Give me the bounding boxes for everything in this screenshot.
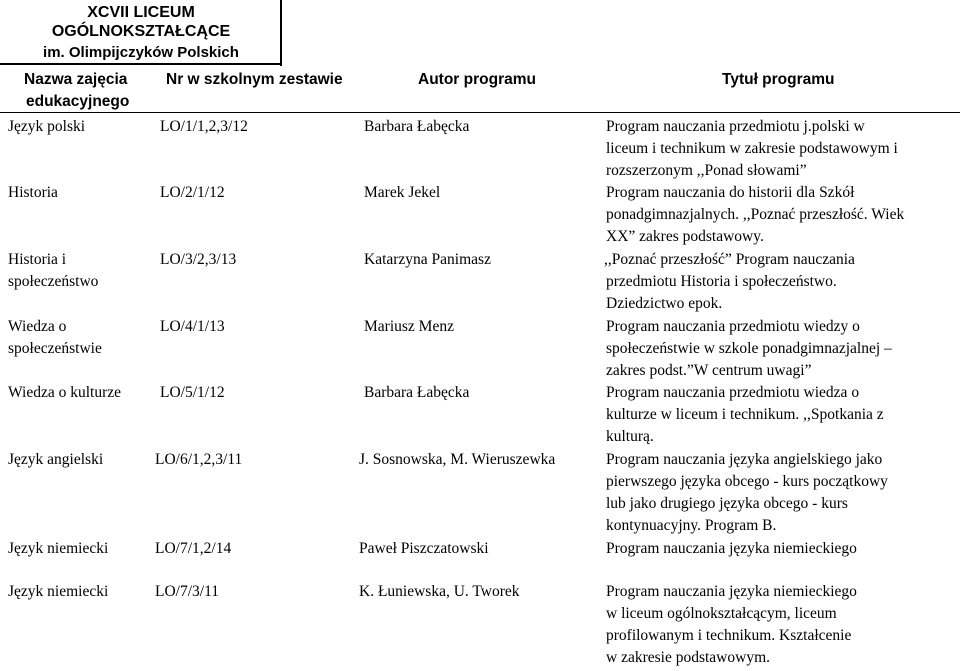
row-1-subject: Język polski [8,118,86,135]
header-subject-line2: edukacyjnego [26,93,130,110]
row-3-title-line2: przedmiotu Historia i społeczeństwo. [606,273,837,290]
row-7-author: Paweł Piszczatowski [359,540,489,557]
row-2-number: LO/2/1/12 [160,184,225,201]
header-author: Autor programu [418,71,536,88]
row-7-title-line1: Program nauczania języka niemieckiego [606,540,857,557]
row-4-number: LO/4/1/13 [160,318,225,335]
row-1-author: Barbara Łabęcka [364,118,470,135]
row-6-title-line3: lub jako drugiego języka obcego - kurs [606,495,848,512]
row-4-title-line2: społeczeństwie w szkole ponadgimnazjalnej – [606,340,892,357]
row-6-title-line1: Program nauczania języka angielskiego jako [606,451,883,468]
row-5-author: Barbara Łabęcka [364,384,470,401]
row-3-subject-line2: społeczeństwo [8,273,99,290]
row-1-title-line3: rozszerzonym ,,Ponad słowami” [606,162,807,179]
row-6-title-line2: pierwszego języka obcego - kurs początkowy [606,473,888,490]
row-4-title-line3: zakres podst.”W centrum uwagi” [606,362,812,379]
row-6-author: J. Sosnowska, M. Wieruszewka [359,451,556,468]
school-title-box [0,0,282,65]
row-2-title-line2: ponadgimnazjalnych. ,,Poznać przeszłość. Wiek [606,206,905,223]
school-name-line2: OGÓLNOKSZTAŁCĄCE [51,23,231,40]
row-2-title-line3: XX” zakres podstawowy. [606,228,764,245]
row-8-title-line2: w liceum ogólnokształcącym, liceum [606,605,837,622]
row-5-number: LO/5/1/12 [160,384,225,401]
row-8-number: LO/7/3/11 [155,583,220,600]
title-box-right-border [280,0,282,66]
row-8-title-line4: w zakresie podstawowym. [606,649,770,666]
row-7-subject: Język niemiecki [8,540,109,557]
row-8-author: K. Łuniewska, U. Tworek [359,583,520,600]
row-6-subject: Język angielski [8,451,104,468]
row-2-author: Marek Jekel [364,184,441,201]
school-name-line1: XCVII LICEUM [87,4,195,21]
header-divider [0,112,960,113]
header-subject-line1: Nazwa zajęcia [24,71,128,88]
row-4-author: Mariusz Menz [364,318,454,335]
row-4-subject-line2: społeczeństwie [8,340,102,357]
row-8-title-line3: profilowanym i technikum. Kształcenie [606,627,852,644]
row-5-title-line2: kulturze w liceum i technikum. ,,Spotkania z [606,406,884,423]
row-4-subject-line1: Wiedza o [8,318,67,335]
school-name-line3: im. Olimpijczyków Polskich [43,44,239,61]
row-1-title-line1: Program nauczania przedmiotu j.polski w [606,118,865,135]
row-4-title-line1: Program nauczania przedmiotu wiedzy o [606,318,860,335]
row-7-number: LO/7/1,2/14 [155,540,232,557]
row-3-title-line3: Dziedzictwo epok. [606,295,723,312]
row-1-title-line2: liceum i technikum w zakresie podstawowym i [606,140,898,157]
header-title: Tytuł programu [722,71,835,88]
row-3-subject-line1: Historia i [8,251,67,268]
row-5-title-line1: Program nauczania przedmiotu wiedza o [606,384,860,401]
row-5-subject: Wiedza o kulturze [8,384,121,401]
row-8-subject: Język niemiecki [8,583,109,600]
row-3-title-line1: ,,Poznać przeszłość” Program nauczania [604,251,855,268]
header-number: Nr w szkolnym zestawie [166,71,343,88]
row-3-author: Katarzyna Panimasz [364,251,491,268]
row-5-title-line3: kulturą. [606,428,654,445]
row-2-subject: Historia [8,184,58,201]
row-1-number: LO/1/1,2,3/12 [160,118,248,135]
row-2-title-line1: Program nauczania do historii dla Szkół [606,184,855,201]
row-6-number: LO/6/1,2,3/11 [155,451,243,468]
row-3-number: LO/3/2,3/13 [160,251,237,268]
row-8-title-line1: Program nauczania języka niemieckiego [606,583,857,600]
row-6-title-line4: kontynuacyjny. Program B. [606,517,777,534]
